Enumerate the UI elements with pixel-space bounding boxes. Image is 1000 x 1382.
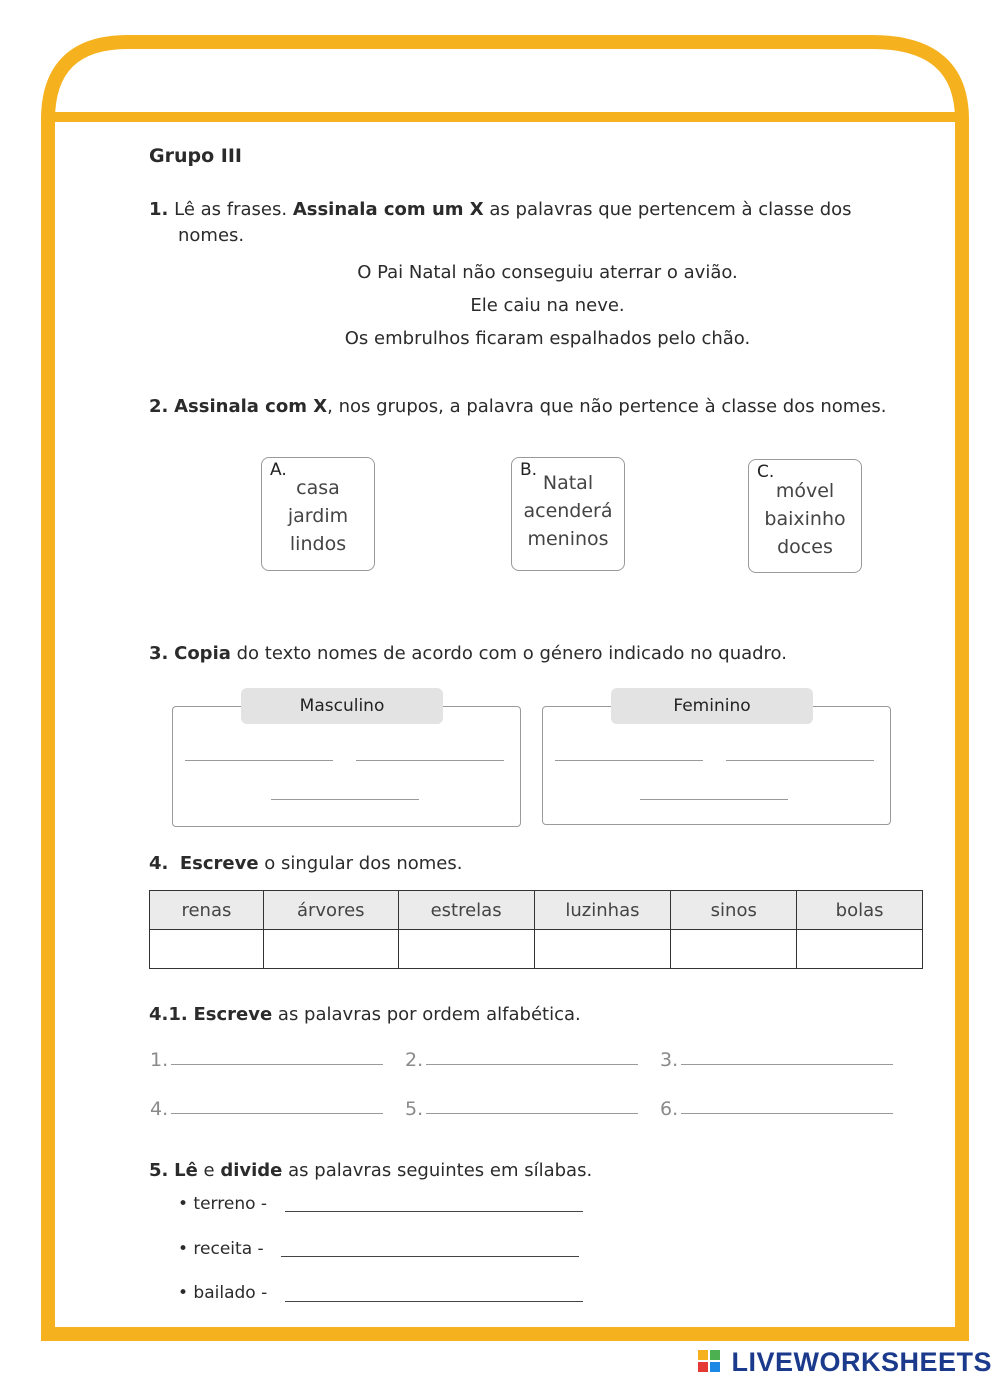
q4-line (149, 853, 462, 875)
syllable-item-1: • terreno - (178, 1194, 268, 1214)
q41-bold: Escreve (193, 1004, 273, 1025)
group-c-word-1[interactable]: móvel (775, 480, 835, 502)
q1-line1 (149, 199, 852, 221)
singular-answer-6[interactable] (797, 930, 923, 969)
group-c-word-2[interactable]: baixinho (764, 508, 846, 530)
brand-wordmark[interactable]: LIVEWORKSHEETS (731, 1347, 992, 1377)
syllable-blank-3[interactable] (285, 1301, 583, 1302)
group-b-word-2[interactable]: acenderá (523, 500, 613, 522)
masculine-blank-3[interactable] (271, 799, 419, 800)
q1-number: 1. (149, 199, 169, 220)
group-a-word-3[interactable]: lindos (289, 533, 347, 555)
plural-word-4: luzinhas (534, 891, 671, 930)
plural-word-2: árvores (263, 891, 398, 930)
feminine-blank-3[interactable] (640, 799, 788, 800)
q2-rest: , nos grupos, a palavra que não pertence à classe dos nomes. (327, 396, 887, 417)
order-slot-blank-4[interactable] (171, 1113, 383, 1114)
q1-rest-line2: nomes. (178, 225, 245, 246)
group-c-word-3[interactable]: doces (777, 536, 833, 558)
masculine-label: Masculino (241, 688, 443, 724)
group-box-b[interactable] (511, 457, 625, 571)
masculine-box (172, 706, 521, 827)
singular-answer-3[interactable] (398, 930, 534, 969)
order-slot-label-5: 5. (405, 1098, 424, 1120)
q1-sentence-2: Ele caiu na neve. (470, 295, 625, 316)
order-slot-blank-1[interactable] (171, 1064, 383, 1065)
syllable-item-2: • receita - (178, 1239, 264, 1259)
order-slot-label-2: 2. (405, 1049, 424, 1071)
q5-mid: e (203, 1160, 215, 1181)
masculine-blank-2[interactable] (356, 760, 504, 761)
feminine-label: Feminino (611, 688, 813, 724)
plural-word-1: renas (150, 891, 264, 930)
q1-intro: Lê as frases. (174, 199, 288, 220)
order-slot-blank-2[interactable] (426, 1064, 638, 1065)
q5-bold-1: Lê (174, 1160, 198, 1181)
feminine-blank-1[interactable] (555, 760, 703, 761)
syllable-blank-2[interactable] (281, 1256, 579, 1257)
group-title: Grupo III (149, 145, 242, 167)
group-b-word-1[interactable]: Natal (542, 472, 594, 494)
singular-answer-2[interactable] (263, 930, 398, 969)
q2-bold: Assinala com X (174, 396, 328, 417)
group-letter-a: A. (270, 460, 287, 480)
plural-word-5: sinos (671, 891, 797, 930)
order-slot-blank-3[interactable] (681, 1064, 893, 1065)
group-box-c[interactable] (748, 459, 862, 573)
q3-line (149, 643, 787, 665)
group-a-word-2[interactable]: jardim (287, 505, 349, 527)
feminine-blank-2[interactable] (726, 760, 874, 761)
q1-sentence-1: O Pai Natal não conseguiu aterrar o avião. (357, 262, 738, 283)
singular-table (149, 890, 923, 969)
masculine-blank-1[interactable] (185, 760, 333, 761)
order-slot-blank-6[interactable] (681, 1113, 893, 1114)
q4-rest: o singular dos nomes. (264, 853, 463, 874)
q5-rest: as palavras seguintes em sílabas. (288, 1160, 593, 1181)
q5-number: 5. (149, 1160, 169, 1181)
q41-number: 4.1. (149, 1004, 188, 1025)
q3-bold: Copia (174, 643, 231, 664)
singular-answer-1[interactable] (150, 930, 264, 969)
singular-answer-5[interactable] (671, 930, 797, 969)
syllable-item-3: • bailado - (178, 1283, 268, 1303)
q1-sentence-3: Os embrulhos ficaram espalhados pelo chão. (344, 328, 751, 349)
plural-word-6: bolas (797, 891, 923, 930)
q41-rest: as palavras por ordem alfabética. (277, 1004, 581, 1025)
q1-bold: Assinala com um X (292, 199, 484, 220)
group-b-word-3[interactable]: meninos (527, 528, 609, 550)
singular-answer-4[interactable] (534, 930, 671, 969)
q41-line (149, 1004, 581, 1026)
liveworksheets-logo-icon (698, 1350, 720, 1372)
group-a-word-1[interactable]: casa (296, 477, 340, 499)
q2-number: 2. (149, 396, 169, 417)
q3-rest: do texto nomes de acordo com o género indicado no quadro. (236, 643, 787, 664)
q4-number: 4. (149, 853, 169, 874)
plural-word-3: estrelas (398, 891, 534, 930)
order-slot-label-1: 1. (150, 1049, 169, 1071)
q5-line (149, 1160, 592, 1182)
group-box-a[interactable] (261, 457, 375, 571)
q1-rest-line1: as palavras que pertencem à classe dos (489, 199, 852, 220)
order-slot-blank-5[interactable] (426, 1113, 638, 1114)
order-slot-label-4: 4. (150, 1098, 169, 1120)
q4-bold: Escreve (179, 853, 259, 874)
order-slot-label-3: 3. (660, 1049, 679, 1071)
q2-line (149, 396, 886, 418)
group-letter-c: C. (757, 462, 775, 482)
q3-number: 3. (149, 643, 169, 664)
group-letter-b: B. (520, 460, 538, 480)
q5-bold-2: divide (220, 1160, 283, 1181)
syllable-blank-1[interactable] (285, 1211, 583, 1212)
order-slot-label-6: 6. (660, 1098, 679, 1120)
